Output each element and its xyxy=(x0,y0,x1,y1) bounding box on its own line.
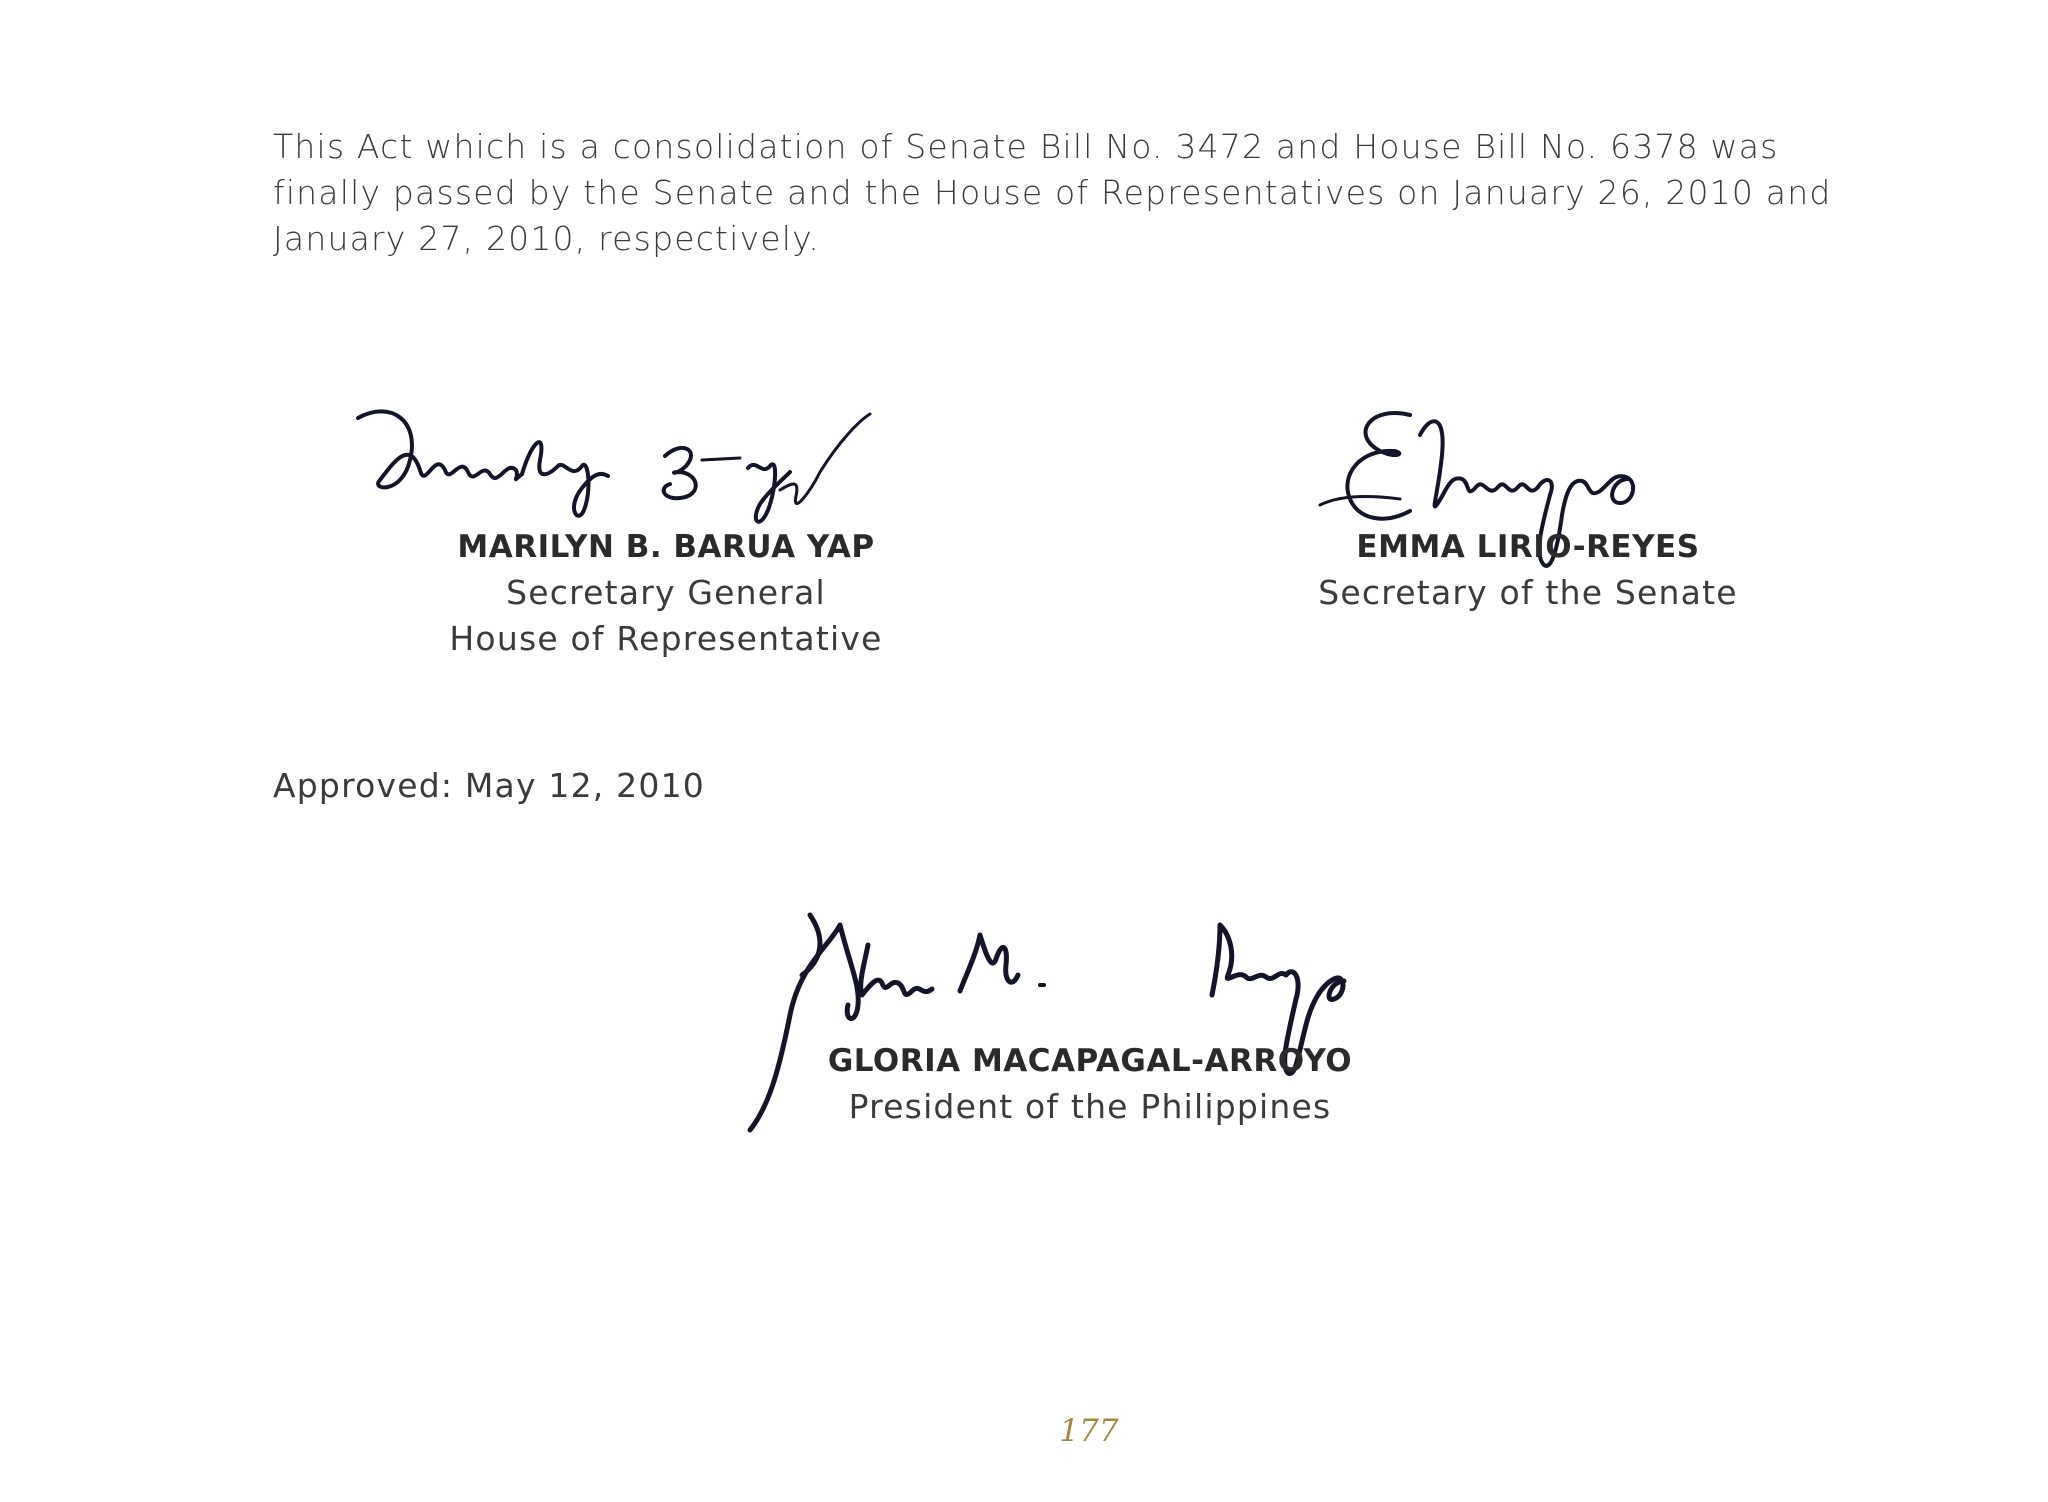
signatory-office: House of Representative xyxy=(449,619,883,658)
signatory-title: President of the Philippines xyxy=(848,1087,1332,1126)
signatory-name: MARILYN B. BARUA YAP xyxy=(457,529,875,565)
signatory-house xyxy=(386,524,946,662)
signatory-title: Secretary of the Senate xyxy=(1318,573,1738,612)
page-number: 177 xyxy=(1059,1413,1119,1449)
signatory-senate xyxy=(1268,524,1788,616)
approval-date: Approved: May 12, 2010 xyxy=(273,766,705,805)
signatory-title: Secretary General xyxy=(506,573,826,612)
signatory-president xyxy=(790,1038,1390,1130)
act-paragraph: This Act which is a consolidation of Senate Bill No. 3472 and House Bill No. 6378 was finally passed by the Senate and the House of Representatives on January 26, 2010 and January 27, 2010, respectively. xyxy=(273,127,1832,258)
signatory-name: EMMA LIRIO-REYES xyxy=(1356,529,1700,565)
signatory-name: GLORIA MACAPAGAL-ARROYO xyxy=(827,1043,1353,1079)
